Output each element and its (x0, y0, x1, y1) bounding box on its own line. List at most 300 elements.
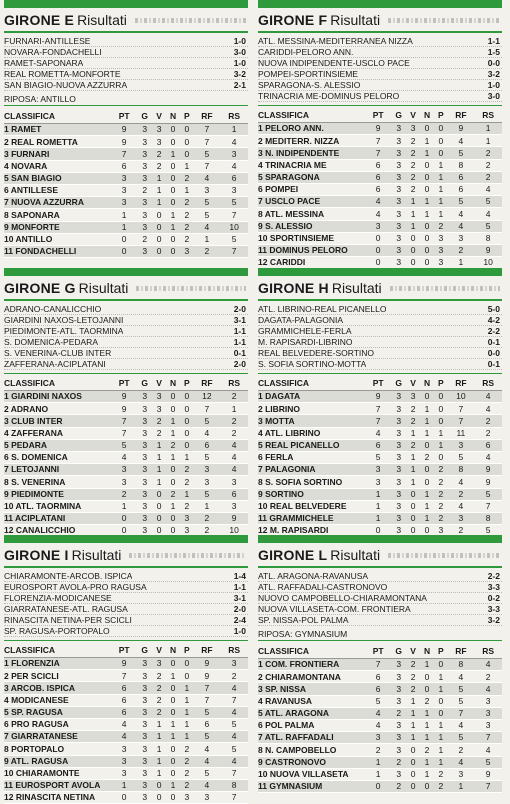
stat-cell: 3 (406, 123, 419, 135)
stat-cell: 7 (365, 415, 391, 427)
result-row (258, 571, 502, 582)
table-row (4, 451, 248, 463)
girone-e-panel (4, 0, 248, 258)
table-row (258, 391, 502, 403)
stat-cell: 1 (420, 719, 434, 731)
stat-cell: 2 (474, 147, 502, 159)
match-teams: CHIARAMONTE-ARCOB. ISPICA (4, 571, 133, 581)
stat-cell: 0 (166, 172, 180, 184)
stat-cell: 7 (448, 707, 475, 719)
stat-cell: 0 (152, 779, 165, 791)
stat-cell: 0 (180, 670, 193, 682)
stat-cell: 3 (391, 488, 407, 500)
stat-cell: 0 (420, 244, 434, 256)
results-list (258, 36, 502, 102)
table-row (4, 197, 248, 209)
stat-cell: 5 (365, 695, 391, 707)
stat-cell: 1 (180, 718, 193, 730)
stat-cell: 3 (365, 464, 391, 476)
stat-cell: 1 (420, 208, 434, 220)
stat-cell: 3 (434, 232, 447, 244)
stat-cell: 0 (406, 232, 419, 244)
stat-cell: 0 (166, 755, 180, 767)
team-name: 11 EUROSPORT AVOLA (4, 779, 111, 791)
stat-cell: 2 (406, 171, 419, 183)
column-header: CLASSIFICA (258, 645, 365, 659)
stat-cell: 1 (406, 451, 419, 463)
stat-cell: 3 (137, 451, 153, 463)
stat-cell: 4 (448, 756, 475, 768)
team-name: 9 ATL. RAGUSA (4, 755, 111, 767)
stat-cell: 4 (448, 671, 475, 683)
stat-cell: 3 (137, 525, 153, 537)
standings-header (258, 645, 502, 659)
stat-cell: 1 (406, 464, 419, 476)
table-row (4, 706, 248, 718)
stat-cell: 6 (365, 683, 391, 695)
stat-cell: 3 (391, 427, 407, 439)
stat-cell: 2 (180, 500, 193, 512)
team-name: 10 ATL. TAORMINA (4, 500, 111, 512)
stat-cell: 3 (137, 391, 153, 403)
stat-cell: 0 (111, 792, 137, 804)
table-row (4, 500, 248, 512)
green-bar (258, 0, 502, 8)
stat-cell: 3 (137, 743, 153, 755)
stat-cell: 6 (365, 159, 391, 171)
stat-cell: 3 (137, 682, 153, 694)
stat-cell: 4 (448, 208, 475, 220)
stat-cell: 4 (448, 719, 475, 731)
table-row (258, 244, 502, 256)
column-header: G (137, 644, 153, 658)
match-score: 1-0 (487, 80, 500, 90)
stat-cell: 3 (220, 658, 248, 670)
stat-cell: 5 (474, 488, 502, 500)
match-teams: ZAFFERANA-ACIPLATANI (4, 359, 106, 369)
stat-cell: 0 (166, 512, 180, 524)
table-row (4, 221, 248, 233)
team-name: 2 ADRANO (4, 403, 111, 415)
stat-cell: 4 (448, 135, 475, 147)
team-name: 9 SORTINO (258, 488, 365, 500)
stat-cell: 4 (448, 500, 475, 512)
stat-cell: 1 (365, 488, 391, 500)
stat-cell: 2 (448, 525, 475, 537)
stat-cell: 1 (180, 682, 193, 694)
stat-cell: 3 (391, 208, 407, 220)
header-decoration (388, 553, 500, 558)
column-header: V (152, 110, 165, 124)
table-row (4, 658, 248, 670)
stat-cell: 6 (365, 171, 391, 183)
match-teams: RAMET-SAPONARA (4, 58, 84, 68)
stat-cell: 2 (180, 767, 193, 779)
team-name: 4 ATL. LIBRINO (258, 427, 365, 439)
table-row (4, 464, 248, 476)
stat-cell: 3 (137, 160, 153, 172)
stat-cell: 7 (448, 415, 475, 427)
table-row (258, 719, 502, 731)
stat-cell: 3 (137, 512, 153, 524)
header-decoration (135, 18, 246, 23)
stat-cell: 1 (180, 160, 193, 172)
match-score: 1-0 (233, 36, 246, 46)
team-name: 5 SPARAGONA (258, 171, 365, 183)
stat-cell: 3 (448, 512, 475, 524)
stat-cell: 1 (434, 183, 447, 195)
team-name: 4 TRINACRIA ME (258, 159, 365, 171)
stat-cell: 3 (111, 743, 137, 755)
stat-cell: 0 (180, 403, 193, 415)
stat-cell: 3 (137, 731, 153, 743)
match-score: 1-4 (233, 571, 246, 581)
stat-cell: 5 (194, 706, 221, 718)
team-name: 2 CHIARAMONTANA (258, 671, 365, 683)
green-bar (4, 0, 248, 8)
stat-cell: 3 (391, 123, 407, 135)
stat-cell: 1 (434, 208, 447, 220)
match-score: 2-4 (233, 615, 246, 625)
match-teams: GRAMMICHELE-FERLA (258, 326, 352, 336)
match-teams: ATL. LIBRINO-REAL PICANELLO (258, 304, 387, 314)
stat-cell: 2 (180, 464, 193, 476)
result-row (4, 47, 248, 58)
stat-cell: 1 (166, 415, 180, 427)
team-name: 4 RAVANUSA (258, 695, 365, 707)
team-name: 11 DOMINUS PELORO (258, 244, 365, 256)
stat-cell: 3 (406, 391, 419, 403)
stat-cell: 0 (180, 148, 193, 160)
stat-cell: 2 (406, 671, 419, 683)
match-score: 3-1 (233, 593, 246, 603)
stat-cell: 3 (391, 695, 407, 707)
stat-cell: 4 (474, 659, 502, 671)
stat-cell: 2 (220, 391, 248, 403)
team-name: 6 S. DOMENICA (4, 451, 111, 463)
team-name: 3 MOTTA (258, 415, 365, 427)
stat-cell: 6 (365, 671, 391, 683)
group-name: GIRONE G (4, 280, 76, 296)
team-name: 11 GRAMMICHELE (258, 512, 365, 524)
match-teams: SP. RAGUSA-PORTOPALO (4, 626, 110, 636)
group-heading (258, 544, 502, 568)
stat-cell: 3 (391, 135, 407, 147)
column-header: P (180, 644, 193, 658)
stat-cell: 1 (152, 451, 165, 463)
stat-cell: 5 (220, 233, 248, 245)
stat-cell: 0 (420, 464, 434, 476)
header-decoration (129, 553, 246, 558)
stat-cell: 1 (420, 135, 434, 147)
stat-cell: 4 (474, 403, 502, 415)
match-teams: S. VENERINA-CLUB INTER (4, 348, 112, 358)
group-heading (258, 277, 502, 301)
stat-cell: 2 (365, 744, 391, 756)
stat-cell: 4 (474, 183, 502, 195)
stat-cell: 6 (111, 706, 137, 718)
stat-cell: 3 (391, 415, 407, 427)
stat-cell: 7 (194, 136, 221, 148)
stat-cell: 7 (220, 694, 248, 706)
table-row (258, 147, 502, 159)
match-teams: FLORENZIA-MODICANESE (4, 593, 112, 603)
stat-cell: 1 (180, 731, 193, 743)
column-header: N (420, 109, 434, 123)
stat-cell: 3 (137, 792, 153, 804)
result-row (258, 337, 502, 348)
stat-cell: 3 (391, 403, 407, 415)
stat-cell: 2 (152, 160, 165, 172)
stat-cell: 1 (152, 464, 165, 476)
column-header: RS (474, 109, 502, 123)
stat-cell: 5 (111, 439, 137, 451)
team-name: 8 PORTOPALO (4, 743, 111, 755)
stat-cell: 5 (194, 415, 221, 427)
stat-cell: 2 (420, 451, 434, 463)
stat-cell: 5 (448, 683, 475, 695)
stat-cell: 1 (166, 451, 180, 463)
stat-cell: 5 (448, 147, 475, 159)
stat-cell: 3 (111, 464, 137, 476)
stat-cell: 3 (474, 695, 502, 707)
result-row (258, 593, 502, 604)
result-row (4, 593, 248, 604)
stat-cell: 2 (474, 415, 502, 427)
stat-cell: 0 (111, 525, 137, 537)
stat-cell: 4 (194, 221, 221, 233)
results-list (4, 571, 248, 637)
stat-cell: 9 (474, 768, 502, 780)
stat-cell: 4 (220, 439, 248, 451)
green-bar (258, 535, 502, 543)
match-teams: REAL ROMETTA-MONFORTE (4, 69, 121, 79)
stat-cell: 3 (137, 172, 153, 184)
stat-cell: 5 (365, 451, 391, 463)
stat-cell: 3 (448, 439, 475, 451)
stat-cell: 0 (166, 391, 180, 403)
stat-cell: 1 (406, 732, 419, 744)
stat-cell: 2 (180, 221, 193, 233)
column-header: P (180, 377, 193, 391)
table-row (4, 233, 248, 245)
stat-cell: 0 (166, 403, 180, 415)
table-row (4, 160, 248, 172)
stat-cell: 1 (152, 767, 165, 779)
green-bar (4, 268, 248, 276)
stat-cell: 4 (194, 743, 221, 755)
results-list (258, 304, 502, 370)
stat-cell: 0 (434, 123, 447, 135)
table-row (258, 671, 502, 683)
match-score: 2-2 (487, 571, 500, 581)
stat-cell: 7 (194, 694, 221, 706)
team-name: 7 NUOVA AZZURRA (4, 197, 111, 209)
result-row (4, 604, 248, 615)
match-score: 1-5 (487, 47, 500, 57)
team-name: 5 SAN BIAGIO (4, 172, 111, 184)
stat-cell: 3 (391, 500, 407, 512)
stat-cell: 7 (365, 147, 391, 159)
stat-cell: 4 (474, 451, 502, 463)
column-header: N (166, 644, 180, 658)
team-name: 2 REAL ROMETTA (4, 136, 111, 148)
match-teams: S. DOMENICA-PEDARA (4, 337, 98, 347)
stat-cell: 1 (420, 768, 434, 780)
table-row (258, 232, 502, 244)
stat-cell: 7 (194, 160, 221, 172)
stat-cell: 3 (111, 476, 137, 488)
stat-cell: 1 (420, 756, 434, 768)
match-score: 3-0 (487, 91, 500, 101)
match-teams: RINASCITA NETINA-PER SCICLI (4, 615, 132, 625)
stat-cell: 3 (391, 768, 407, 780)
result-row (4, 304, 248, 315)
stat-cell: 1 (420, 707, 434, 719)
column-header: RF (448, 377, 475, 391)
stat-cell: 1 (420, 659, 434, 671)
stat-cell: 2 (137, 184, 153, 196)
stat-cell: 3 (391, 439, 407, 451)
stat-cell: 2 (434, 464, 447, 476)
stat-cell: 4 (111, 731, 137, 743)
stat-cell: 0 (166, 792, 180, 804)
stat-cell: 8 (448, 159, 475, 171)
team-name: 7 LETOJANNI (4, 464, 111, 476)
stat-cell: 4 (111, 451, 137, 463)
match-score: 0-1 (487, 359, 500, 369)
stat-cell: 0 (420, 159, 434, 171)
match-teams: DAGATA-PALAGONIA (258, 315, 344, 325)
stat-cell: 0 (152, 500, 165, 512)
stat-cell: 3 (391, 683, 407, 695)
stat-cell: 3 (137, 427, 153, 439)
stat-cell: 7 (194, 403, 221, 415)
table-row (258, 159, 502, 171)
match-teams: NOVARA-FONDACHELLI (4, 47, 102, 57)
stat-cell: 2 (152, 415, 165, 427)
rest-note (258, 373, 502, 374)
stat-cell: 0 (180, 439, 193, 451)
team-name: 8 SAPONARA (4, 209, 111, 221)
stat-cell: 8 (474, 512, 502, 524)
table-row (258, 500, 502, 512)
stat-cell: 2 (220, 427, 248, 439)
stat-cell: 1 (420, 512, 434, 524)
stat-cell: 2 (448, 744, 475, 756)
group-heading (4, 277, 248, 301)
match-teams: FURNARI-ANTILLESE (4, 36, 91, 46)
stat-cell: 0 (434, 707, 447, 719)
stat-cell: 9 (365, 391, 391, 403)
header-decoration (390, 286, 500, 291)
stat-cell: 1 (180, 184, 193, 196)
stat-cell: 0 (152, 512, 165, 524)
stat-cell: 0 (406, 768, 419, 780)
stat-cell: 3 (137, 670, 153, 682)
stat-cell: 1 (406, 196, 419, 208)
stat-cell: 6 (448, 183, 475, 195)
stat-cell: 6 (220, 488, 248, 500)
stat-cell: 3 (391, 232, 407, 244)
column-header: PT (111, 644, 137, 658)
stat-cell: 2 (111, 488, 137, 500)
column-header: P (180, 110, 193, 124)
stat-cell: 2 (152, 694, 165, 706)
result-row (258, 58, 502, 69)
stat-cell: 0 (111, 233, 137, 245)
team-name: 8 ATL. MESSINA (258, 208, 365, 220)
result-row (4, 80, 248, 91)
table-row (4, 779, 248, 791)
stat-cell: 10 (220, 525, 248, 537)
stat-cell: 4 (220, 464, 248, 476)
table-row (258, 744, 502, 756)
table-row (258, 512, 502, 524)
team-name: 1 GIARDINI NAXOS (4, 391, 111, 403)
stat-cell: 0 (406, 500, 419, 512)
standings-header (258, 109, 502, 123)
column-header: P (434, 377, 447, 391)
stat-cell: 2 (448, 244, 475, 256)
team-name: 9 CASTRONOVO (258, 756, 365, 768)
stat-cell: 0 (365, 244, 391, 256)
stat-cell: 1 (152, 197, 165, 209)
column-header: G (391, 377, 407, 391)
table-row (4, 682, 248, 694)
stat-cell: 2 (406, 183, 419, 195)
stat-cell: 1 (420, 488, 434, 500)
stat-cell: 0 (420, 671, 434, 683)
stat-cell: 1 (365, 756, 391, 768)
team-name: 8 S. SOFIA SORTINO (258, 476, 365, 488)
match-score: 3-3 (487, 604, 500, 614)
stat-cell: 2 (406, 147, 419, 159)
results-label: Risultati (77, 12, 127, 28)
stat-cell: 5 (448, 451, 475, 463)
result-row (258, 80, 502, 91)
stat-cell: 0 (420, 171, 434, 183)
column-header: CLASSIFICA (258, 377, 365, 391)
team-name: 9 PIEDIMONTE (4, 488, 111, 500)
stat-cell: 2 (406, 683, 419, 695)
stat-cell: 4 (194, 779, 221, 791)
stat-cell: 0 (166, 767, 180, 779)
standings-table (4, 377, 248, 537)
stat-cell: 0 (365, 257, 391, 269)
stat-cell: 5 (220, 197, 248, 209)
column-header: PT (111, 377, 137, 391)
stat-cell: 2 (406, 659, 419, 671)
team-name: 7 GIARRATANESE (4, 731, 111, 743)
table-row (4, 767, 248, 779)
match-score: 0-2 (487, 593, 500, 603)
stat-cell: 3 (220, 184, 248, 196)
stat-cell: 6 (474, 439, 502, 451)
column-header: CLASSIFICA (4, 110, 111, 124)
table-row (258, 415, 502, 427)
stat-cell: 2 (474, 427, 502, 439)
team-name: 3 SP. NISSA (258, 683, 365, 695)
stat-cell: 9 (111, 403, 137, 415)
stat-cell: 2 (180, 209, 193, 221)
column-header: RF (448, 109, 475, 123)
stat-cell: 2 (220, 415, 248, 427)
match-teams: ATL. MESSINA-MEDITERRANEA NIZZA (258, 36, 413, 46)
team-name: 5 SP. RAGUSA (4, 706, 111, 718)
stat-cell: 4 (474, 744, 502, 756)
stat-cell: 2 (180, 172, 193, 184)
